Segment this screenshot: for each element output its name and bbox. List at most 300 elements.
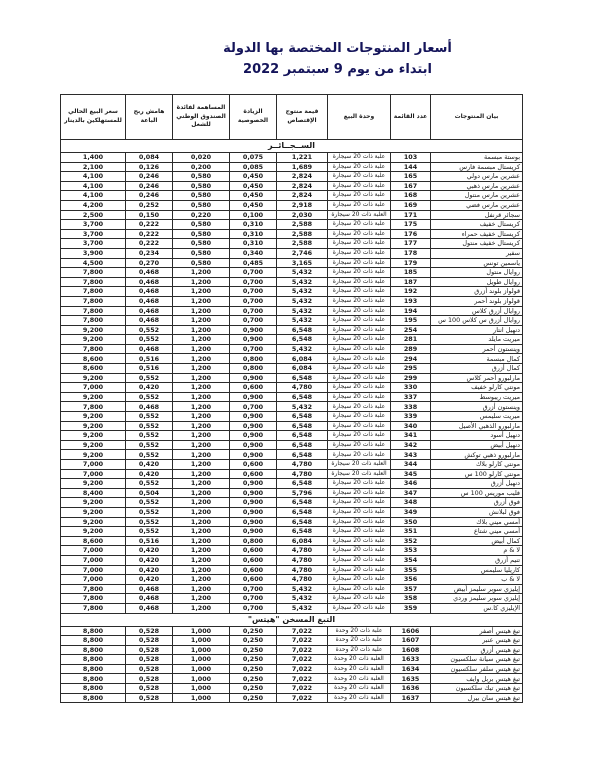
levy-product-value-cell: 5,432 <box>277 594 328 604</box>
unit-cell: علبة ذات 20 سيجارة <box>328 258 391 268</box>
list-number-cell: 194 <box>391 306 431 316</box>
special-increase-cell: 0,600 <box>230 555 277 565</box>
table-row <box>61 479 523 489</box>
levy-product-value-cell: 6,084 <box>277 364 328 374</box>
fund-contribution-cell: 1,200 <box>173 392 230 402</box>
special-increase-cell: 0,310 <box>230 239 277 249</box>
vendor-margin-cell: 0,528 <box>126 645 173 655</box>
fund-contribution-cell: 1,000 <box>173 674 230 684</box>
fund-contribution-cell: 1,200 <box>173 344 230 354</box>
levy-product-value-cell: 7,022 <box>277 684 328 694</box>
document-title <box>36 0 603 80</box>
table-row <box>61 450 523 460</box>
product-name-cell: قولواز بلوند أزرق <box>431 287 523 297</box>
vendor-margin-cell: 0,420 <box>126 460 173 470</box>
special-increase-cell: 0,250 <box>230 684 277 694</box>
list-number-cell: 340 <box>391 421 431 431</box>
special-increase-cell: 0,310 <box>230 220 277 230</box>
special-increase-cell: 0,900 <box>230 479 277 489</box>
consumer-price-cell: 8,800 <box>61 664 126 674</box>
special-increase-cell: 0,800 <box>230 536 277 546</box>
section-title-row <box>61 140 523 153</box>
product-name-cell: دنهيل أبيض <box>431 440 523 450</box>
vendor-margin-cell: 0,516 <box>126 536 173 546</box>
special-increase-cell: 0,250 <box>230 655 277 665</box>
levy-product-value-cell: 6,548 <box>277 517 328 527</box>
product-name-cell: لا & م <box>431 546 523 556</box>
list-number-cell: 168 <box>391 191 431 201</box>
fund-contribution-cell: 1,000 <box>173 626 230 636</box>
unit-cell: علبة ذات 20 سيجارة <box>328 181 391 191</box>
product-name-cell: تبغ هيتس سان بيرل <box>431 693 523 703</box>
consumer-price-cell: 9,200 <box>61 517 126 527</box>
special-increase-cell: 0,450 <box>230 191 277 201</box>
levy-product-value-cell: 2,918 <box>277 200 328 210</box>
consumer-price-cell: 8,800 <box>61 655 126 665</box>
table-body <box>61 140 523 703</box>
unit-cell: علبة ذات 20 سيجارة <box>328 507 391 517</box>
levy-product-value-cell: 2,824 <box>277 181 328 191</box>
fund-contribution-cell: 0,580 <box>173 239 230 249</box>
consumer-price-cell: 4,200 <box>61 200 126 210</box>
list-number-cell: 176 <box>391 229 431 239</box>
list-number-cell: 193 <box>391 296 431 306</box>
levy-product-value-cell: 5,432 <box>277 402 328 412</box>
table-row <box>61 584 523 594</box>
unit-cell: علبة ذات 20 سيجارة <box>328 412 391 422</box>
list-number-cell: 254 <box>391 325 431 335</box>
consumer-price-cell: 9,200 <box>61 450 126 460</box>
fund-contribution-cell: 1,000 <box>173 664 230 674</box>
product-name-cell: كمال أبيض <box>431 536 523 546</box>
special-increase-cell: 0,900 <box>230 498 277 508</box>
unit-cell: علبة ذات 20 سيجارة <box>328 268 391 278</box>
vendor-margin-cell: 0,552 <box>126 498 173 508</box>
list-number-cell: 351 <box>391 527 431 537</box>
product-name-cell: تبغ هيتس سيانة سلكسيون <box>431 655 523 665</box>
product-name-cell: لا & ب <box>431 575 523 585</box>
list-number-cell: 1637 <box>391 693 431 703</box>
section-title-row <box>61 613 523 626</box>
table-row <box>61 200 523 210</box>
consumer-price-cell: 7,000 <box>61 460 126 470</box>
fund-contribution-cell: 1,000 <box>173 693 230 703</box>
list-number-cell: 1607 <box>391 636 431 646</box>
levy-product-value-cell: 5,796 <box>277 488 328 498</box>
vendor-margin-cell: 0,552 <box>126 373 173 383</box>
consumer-price-cell: 7,800 <box>61 296 126 306</box>
product-name-cell: بوستة مبسمة <box>431 153 523 163</box>
fund-contribution-cell: 1,200 <box>173 498 230 508</box>
levy-product-value-cell: 4,780 <box>277 565 328 575</box>
column-header-levy-product-value: قيمة منتوج الإقتصاص <box>277 95 328 140</box>
fund-contribution-cell: 1,200 <box>173 287 230 297</box>
special-increase-cell: 0,250 <box>230 626 277 636</box>
vendor-margin-cell: 0,552 <box>126 479 173 489</box>
consumer-price-cell: 3,900 <box>61 248 126 258</box>
product-name-cell: تبغ هيتس بربل وايف <box>431 674 523 684</box>
product-name-cell: كاريليا سليمس <box>431 565 523 575</box>
consumer-price-cell: 9,200 <box>61 421 126 431</box>
list-number-cell: 299 <box>391 373 431 383</box>
levy-product-value-cell: 2,824 <box>277 172 328 182</box>
special-increase-cell: 0,900 <box>230 431 277 441</box>
vendor-margin-cell: 0,552 <box>126 527 173 537</box>
levy-product-value-cell: 6,548 <box>277 527 328 537</box>
product-name-cell: سجائر قرنفل <box>431 210 523 220</box>
unit-cell: علبة ذات 20 سيجارة <box>328 172 391 182</box>
vendor-margin-cell: 0,246 <box>126 181 173 191</box>
fund-contribution-cell: 0,020 <box>173 153 230 163</box>
special-increase-cell: 0,100 <box>230 210 277 220</box>
table-row <box>61 645 523 655</box>
special-increase-cell: 0,075 <box>230 153 277 163</box>
fund-contribution-cell: 1,200 <box>173 488 230 498</box>
consumer-price-cell: 7,800 <box>61 268 126 278</box>
unit-cell: علبة ذات 20 سيجارة <box>328 335 391 345</box>
unit-cell: العلبة ذات 20 وحدة <box>328 674 391 684</box>
levy-product-value-cell: 2,588 <box>277 229 328 239</box>
column-header-sale-unit: وحدة البيع <box>328 95 391 140</box>
levy-product-value-cell: 5,432 <box>277 296 328 306</box>
levy-product-value-cell: 7,022 <box>277 693 328 703</box>
list-number-cell: 357 <box>391 584 431 594</box>
column-header-special-increase: الزيادة الخصوصية <box>230 95 277 140</box>
levy-product-value-cell: 2,746 <box>277 248 328 258</box>
special-increase-cell: 0,700 <box>230 306 277 316</box>
fund-contribution-cell: 1,200 <box>173 296 230 306</box>
unit-cell: علبة ذات 20 سيجارة <box>328 248 391 258</box>
unit-cell: علبة ذات 20 سيجارة <box>328 191 391 201</box>
levy-product-value-cell: 6,548 <box>277 335 328 345</box>
product-name-cell: تبغ هيتس تيك سلكسيون <box>431 684 523 694</box>
special-increase-cell: 0,700 <box>230 584 277 594</box>
table-row <box>61 248 523 258</box>
table-row <box>61 258 523 268</box>
levy-product-value-cell: 3,165 <box>277 258 328 268</box>
list-number-cell: 289 <box>391 344 431 354</box>
table-row <box>61 364 523 374</box>
special-increase-cell: 0,600 <box>230 383 277 393</box>
levy-product-value-cell: 4,780 <box>277 575 328 585</box>
vendor-margin-cell: 0,222 <box>126 239 173 249</box>
levy-product-value-cell: 7,022 <box>277 626 328 636</box>
product-name-cell: روايال أزرق س كلاس 100 س <box>431 316 523 326</box>
levy-product-value-cell: 1,221 <box>277 153 328 163</box>
table-row <box>61 162 523 172</box>
unit-cell: علبة ذات 20 سيجارة <box>328 306 391 316</box>
fund-contribution-cell: 1,200 <box>173 565 230 575</box>
vendor-margin-cell: 0,468 <box>126 268 173 278</box>
product-name-cell: مونتي كارلو خفيف <box>431 383 523 393</box>
product-name-cell: وينستون أزرق <box>431 402 523 412</box>
table-row <box>61 306 523 316</box>
product-name-cell: مارلبورو الذهبي الأصيل <box>431 421 523 431</box>
consumer-price-cell: 7,000 <box>61 383 126 393</box>
consumer-price-cell: 9,200 <box>61 335 126 345</box>
consumer-price-cell: 9,200 <box>61 412 126 422</box>
consumer-price-cell: 3,700 <box>61 220 126 230</box>
column-header-vendor-margin: هامش ربح الباعة <box>126 95 173 140</box>
consumer-price-cell: 3,700 <box>61 229 126 239</box>
vendor-margin-cell: 0,468 <box>126 344 173 354</box>
table-row <box>61 335 523 345</box>
vendor-margin-cell: 0,528 <box>126 664 173 674</box>
product-name-cell: كمال أزرق <box>431 364 523 374</box>
table-row <box>61 325 523 335</box>
unit-cell: علبة ذات 20 سيجارة <box>328 594 391 604</box>
table-row <box>61 392 523 402</box>
fund-contribution-cell: 1,200 <box>173 335 230 345</box>
consumer-price-cell: 8,800 <box>61 626 126 636</box>
table-row <box>61 555 523 565</box>
product-name-cell: مونتي كارلو 100 س <box>431 469 523 479</box>
levy-product-value-cell: 5,432 <box>277 584 328 594</box>
table-row <box>61 172 523 182</box>
vendor-margin-cell: 0,468 <box>126 402 173 412</box>
table-row <box>61 527 523 537</box>
product-name-cell: دنهيل أزرق <box>431 479 523 489</box>
fund-contribution-cell: 0,580 <box>173 172 230 182</box>
vendor-margin-cell: 0,552 <box>126 507 173 517</box>
table-row <box>61 344 523 354</box>
consumer-price-cell: 2,100 <box>61 162 126 172</box>
product-name-cell: عشرين مارس ذهبي <box>431 181 523 191</box>
special-increase-cell: 0,450 <box>230 200 277 210</box>
price-table <box>60 94 523 703</box>
list-number-cell: 295 <box>391 364 431 374</box>
unit-cell: علبة ذات 20 سيجارة <box>328 565 391 575</box>
levy-product-value-cell: 6,548 <box>277 325 328 335</box>
special-increase-cell: 0,250 <box>230 693 277 703</box>
product-name-cell: عشرين مارس دولي <box>431 172 523 182</box>
consumer-price-cell: 8,600 <box>61 536 126 546</box>
list-number-cell: 347 <box>391 488 431 498</box>
levy-product-value-cell: 5,432 <box>277 287 328 297</box>
table-row <box>61 684 523 694</box>
vendor-margin-cell: 0,222 <box>126 229 173 239</box>
unit-cell: علبة ذات 20 سيجارة <box>328 229 391 239</box>
consumer-price-cell: 7,800 <box>61 584 126 594</box>
table-row <box>61 603 523 613</box>
list-number-cell: 348 <box>391 498 431 508</box>
list-number-cell: 1608 <box>391 645 431 655</box>
levy-product-value-cell: 5,432 <box>277 277 328 287</box>
consumer-price-cell: 7,800 <box>61 316 126 326</box>
list-number-cell: 178 <box>391 248 431 258</box>
consumer-price-cell: 7,800 <box>61 402 126 412</box>
fund-contribution-cell: 1,200 <box>173 575 230 585</box>
list-number-cell: 175 <box>391 220 431 230</box>
table-row <box>61 440 523 450</box>
product-name-cell: كريستال خفيف حمراء <box>431 229 523 239</box>
special-increase-cell: 0,340 <box>230 248 277 258</box>
vendor-margin-cell: 0,222 <box>126 220 173 230</box>
consumer-price-cell: 8,800 <box>61 684 126 694</box>
vendor-margin-cell: 0,468 <box>126 296 173 306</box>
unit-cell: العلبة ذات 20 سيجارة <box>328 460 391 470</box>
vendor-margin-cell: 0,552 <box>126 335 173 345</box>
fund-contribution-cell: 0,580 <box>173 181 230 191</box>
fund-contribution-cell: 1,000 <box>173 636 230 646</box>
consumer-price-cell: 7,800 <box>61 306 126 316</box>
levy-product-value-cell: 5,432 <box>277 603 328 613</box>
unit-cell: علبة ذات 20 سيجارة <box>328 488 391 498</box>
levy-product-value-cell: 5,432 <box>277 306 328 316</box>
consumer-price-cell: 7,000 <box>61 555 126 565</box>
vendor-margin-cell: 0,246 <box>126 172 173 182</box>
list-number-cell: 359 <box>391 603 431 613</box>
section-title: الســجــائــر <box>61 140 523 153</box>
fund-contribution-cell: 1,200 <box>173 460 230 470</box>
unit-cell: العلبة ذات 20 وحدة <box>328 693 391 703</box>
unit-cell: علبة ذات 20 سيجارة <box>328 603 391 613</box>
table-row <box>61 229 523 239</box>
levy-product-value-cell: 2,030 <box>277 210 328 220</box>
vendor-margin-cell: 0,468 <box>126 603 173 613</box>
consumer-price-cell: 4,500 <box>61 258 126 268</box>
table-row <box>61 239 523 249</box>
fund-contribution-cell: 1,200 <box>173 421 230 431</box>
vendor-margin-cell: 0,150 <box>126 210 173 220</box>
unit-cell: علبة ذات 20 سيجارة <box>328 498 391 508</box>
unit-cell: العلبة ذات 20 سيجارة <box>328 469 391 479</box>
table-row <box>61 316 523 326</box>
fund-contribution-cell: 1,000 <box>173 684 230 694</box>
consumer-price-cell: 9,200 <box>61 498 126 508</box>
product-name-cell: مارلبورو أحمر كلاس <box>431 373 523 383</box>
special-increase-cell: 0,250 <box>230 674 277 684</box>
levy-product-value-cell: 6,548 <box>277 431 328 441</box>
table-row <box>61 412 523 422</box>
special-increase-cell: 0,250 <box>230 636 277 646</box>
product-name-cell: ياسمين تونس <box>431 258 523 268</box>
table-row <box>61 373 523 383</box>
fund-contribution-cell: 1,200 <box>173 440 230 450</box>
list-number-cell: 356 <box>391 575 431 585</box>
levy-product-value-cell: 5,432 <box>277 344 328 354</box>
consumer-price-cell: 7,800 <box>61 344 126 354</box>
consumer-price-cell: 9,200 <box>61 479 126 489</box>
consumer-price-cell: 9,200 <box>61 373 126 383</box>
product-name-cell: دنهيل أسود <box>431 431 523 441</box>
list-number-cell: 1634 <box>391 664 431 674</box>
list-number-cell: 167 <box>391 181 431 191</box>
levy-product-value-cell: 5,432 <box>277 316 328 326</box>
fund-contribution-cell: 1,200 <box>173 527 230 537</box>
product-name-cell: مارلبورو ذهبي توكش <box>431 450 523 460</box>
unit-cell: علبة ذات 20 سيجارة <box>328 200 391 210</box>
vendor-margin-cell: 0,552 <box>126 431 173 441</box>
unit-cell: علبة ذات 20 سيجارة <box>328 344 391 354</box>
levy-product-value-cell: 6,548 <box>277 392 328 402</box>
special-increase-cell: 0,450 <box>230 181 277 191</box>
product-name-cell: ميريت مايلد <box>431 335 523 345</box>
special-increase-cell: 0,310 <box>230 229 277 239</box>
unit-cell: علبة ذات 20 سيجارة <box>328 383 391 393</box>
special-increase-cell: 0,900 <box>230 507 277 517</box>
table-row <box>61 636 523 646</box>
unit-cell: علبة ذات 20 سيجارة <box>328 162 391 172</box>
consumer-price-cell: 9,200 <box>61 325 126 335</box>
vendor-margin-cell: 0,528 <box>126 655 173 665</box>
special-increase-cell: 0,900 <box>230 527 277 537</box>
fund-contribution-cell: 1,200 <box>173 364 230 374</box>
consumer-price-cell: 7,800 <box>61 594 126 604</box>
vendor-margin-cell: 0,420 <box>126 565 173 575</box>
list-number-cell: 349 <box>391 507 431 517</box>
levy-product-value-cell: 1,689 <box>277 162 328 172</box>
levy-product-value-cell: 6,548 <box>277 440 328 450</box>
table-row <box>61 402 523 412</box>
fund-contribution-cell: 1,200 <box>173 316 230 326</box>
list-number-cell: 355 <box>391 565 431 575</box>
fund-contribution-cell: 1,200 <box>173 546 230 556</box>
special-increase-cell: 0,600 <box>230 469 277 479</box>
unit-cell: علبة ذات 20 سيجارة <box>328 555 391 565</box>
table-row <box>61 594 523 604</box>
consumer-price-cell: 2,500 <box>61 210 126 220</box>
consumer-price-cell: 8,600 <box>61 354 126 364</box>
vendor-margin-cell: 0,552 <box>126 392 173 402</box>
consumer-price-cell: 9,200 <box>61 440 126 450</box>
consumer-price-cell: 8,800 <box>61 693 126 703</box>
table-row <box>61 664 523 674</box>
list-number-cell: 339 <box>391 412 431 422</box>
vendor-margin-cell: 0,552 <box>126 440 173 450</box>
levy-product-value-cell: 2,588 <box>277 220 328 230</box>
table-row <box>61 153 523 163</box>
fund-contribution-cell: 1,200 <box>173 277 230 287</box>
table-row <box>61 517 523 527</box>
vendor-margin-cell: 0,528 <box>126 626 173 636</box>
table-row <box>61 693 523 703</box>
fund-contribution-cell: 1,200 <box>173 383 230 393</box>
special-increase-cell: 0,700 <box>230 603 277 613</box>
fund-contribution-cell: 1,200 <box>173 469 230 479</box>
vendor-margin-cell: 0,468 <box>126 584 173 594</box>
consumer-price-cell: 7,000 <box>61 546 126 556</box>
unit-cell: علبة ذات 20 سيجارة <box>328 402 391 412</box>
special-increase-cell: 0,800 <box>230 354 277 364</box>
special-increase-cell: 0,485 <box>230 258 277 268</box>
levy-product-value-cell: 6,548 <box>277 450 328 460</box>
consumer-price-cell: 3,700 <box>61 239 126 249</box>
product-name-cell: ميريت سليمس <box>431 412 523 422</box>
fund-contribution-cell: 1,200 <box>173 517 230 527</box>
vendor-margin-cell: 0,468 <box>126 277 173 287</box>
list-number-cell: 337 <box>391 392 431 402</box>
special-increase-cell: 0,600 <box>230 575 277 585</box>
consumer-price-cell: 4,100 <box>61 172 126 182</box>
levy-product-value-cell: 7,022 <box>277 645 328 655</box>
fund-contribution-cell: 1,200 <box>173 507 230 517</box>
fund-contribution-cell: 0,220 <box>173 210 230 220</box>
list-number-cell: 1636 <box>391 684 431 694</box>
levy-product-value-cell: 4,780 <box>277 460 328 470</box>
unit-cell: علبة ذات 20 سيجارة <box>328 450 391 460</box>
consumer-price-cell: 7,800 <box>61 287 126 297</box>
vendor-margin-cell: 0,420 <box>126 555 173 565</box>
fund-contribution-cell: 1,000 <box>173 655 230 665</box>
levy-product-value-cell: 6,548 <box>277 479 328 489</box>
product-name-cell: قولواز بلوند أحمر <box>431 296 523 306</box>
unit-cell: علبة ذات 20 سيجارة <box>328 316 391 326</box>
fund-contribution-cell: 1,200 <box>173 479 230 489</box>
special-increase-cell: 0,700 <box>230 287 277 297</box>
special-increase-cell: 0,250 <box>230 664 277 674</box>
list-number-cell: 171 <box>391 210 431 220</box>
